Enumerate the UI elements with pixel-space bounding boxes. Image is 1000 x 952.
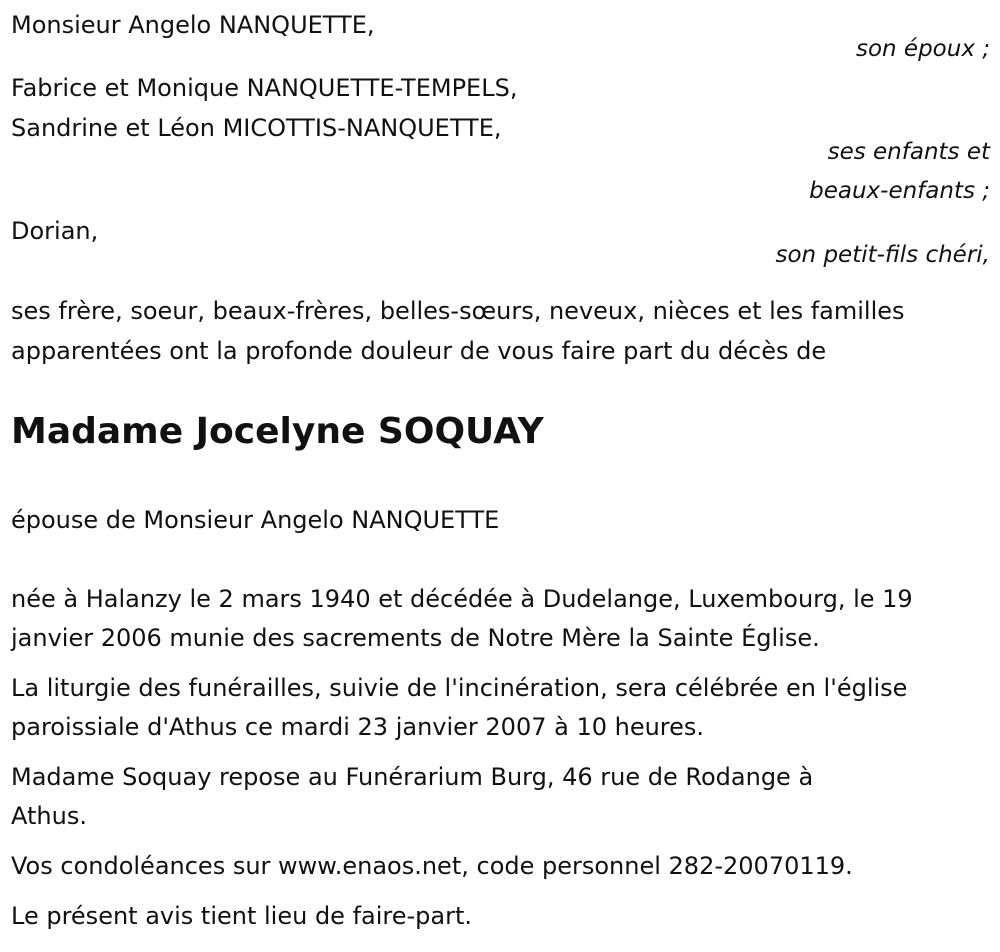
condolences: Vos condoléances sur www.enaos.net, code personnel 282-20070119. <box>11 852 853 880</box>
notice: Le présent avis tient lieu de faire-part. <box>11 902 473 930</box>
relatives-line-1: ses frère, soeur, beaux-frères, belles-sœurs, neveux, nièces et les familles <box>11 297 905 325</box>
spouse-role: son époux ; <box>855 36 990 62</box>
birth-death-line-2: janvier 2006 munie des sacrements de Notre Mère la Sainte Église. <box>11 624 820 652</box>
spouse-name: Monsieur Angelo NANQUETTE, <box>11 11 375 39</box>
children-role-1: ses enfants et <box>827 139 990 165</box>
rest-line-1: Madame Soquay repose au Funérarium Burg, 46 rue de Rodange à <box>11 763 814 791</box>
relatives-line-2: apparentées ont la profonde douleur de vous faire part du décès de <box>11 337 827 365</box>
child-line-1: Fabrice et Monique NANQUETTE-TEMPELS, <box>11 74 518 102</box>
birth-death-line-1: née à Halanzy le 2 mars 1940 et décédée à Dudelange, Luxembourg, le 19 <box>11 585 913 613</box>
deceased-name: Madame Jocelyne SOQUAY <box>11 411 544 452</box>
funeral-line-1: La liturgie des funérailles, suivie de l'incinération, sera célébrée en l'église <box>11 674 908 702</box>
spouse-of: épouse de Monsieur Angelo NANQUETTE <box>11 506 500 534</box>
child-line-2: Sandrine et Léon MICOTTIS-NANQUETTE, <box>11 114 502 142</box>
funeral-line-2: paroissiale d'Athus ce mardi 23 janvier 2007 à 10 heures. <box>11 713 705 741</box>
grandson-name: Dorian, <box>11 217 99 245</box>
grandson-role: son petit-fils chéri, <box>775 242 990 268</box>
rest-line-2: Athus. <box>11 802 87 830</box>
children-role-2: beaux-enfants ; <box>809 178 990 204</box>
